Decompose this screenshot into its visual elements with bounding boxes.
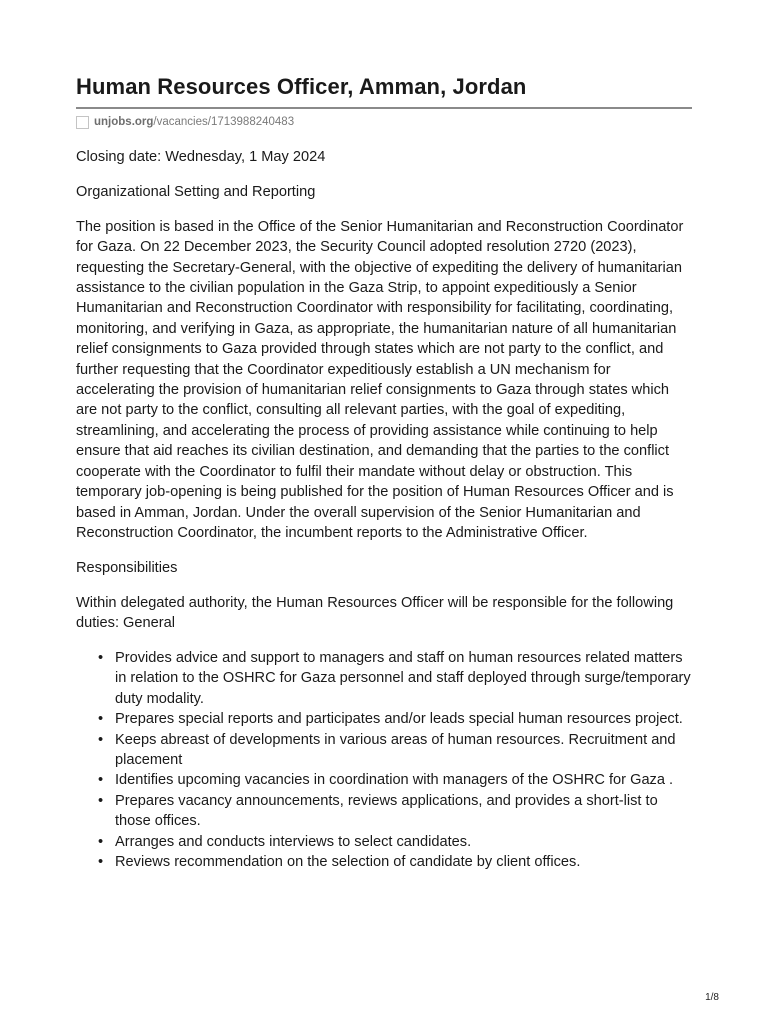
document-page: [76, 72, 692, 873]
list-item-text: Provides advice and support to managers and staff on human resources related matters in relation to the OSHRC for Gaza personnel and staff deployed through surge/temporary duty modality.: [115, 650, 691, 707]
favicon-icon: [76, 116, 89, 129]
list-item-text: Prepares vacancy announcements, reviews applications, and provides a short-list to those offices.: [115, 792, 658, 830]
bullet-icon: •: [98, 854, 104, 871]
bullet-icon: •: [98, 833, 104, 850]
list-item: [76, 791, 692, 832]
source-path[interactable]: /vacancies/1713988240483: [153, 116, 295, 128]
responsibilities-intro: Within delegated authority, the Human Resources Officer will be responsible for the following duties: General: [76, 594, 674, 632]
list-item: [76, 709, 692, 729]
list-item-text: Identifies upcoming vacancies in coordination with managers of the OSHRC for Gaza .: [115, 772, 674, 789]
bullet-icon: •: [98, 792, 104, 809]
page-title: Human Resources Officer, Amman, Jordan: [76, 74, 527, 99]
page-number: 1/8: [705, 992, 719, 1003]
section-heading-org: Organizational Setting and Reporting: [76, 183, 316, 200]
list-item-text: Prepares special reports and participates and/or leads special human resources project.: [115, 711, 683, 728]
bullet-icon: •: [98, 650, 104, 667]
section-heading-responsibilities: Responsibilities: [76, 559, 178, 576]
bullet-icon: •: [98, 772, 104, 789]
list-item-text: Arranges and conducts interviews to select candidates.: [115, 833, 472, 850]
source-domain[interactable]: unjobs.org: [94, 116, 154, 128]
list-item: [76, 648, 692, 709]
org-paragraph: The position is based in the Office of the Senior Humanitarian and Reconstruction Coordinator for Gaza. On 22 December 2023, the Security Council adopted resolution 2720 (2023), requesting the Secretary-General, with the objective of expediting the delivery of humanitarian assistance to the civilian population in the Gaza Strip, to appoint expeditiously a Senior Humanitarian and Reconstruction Coordinator with responsibility for facilitating, coordinating, monitoring, and verifying in Gaza, as appropriate, the humanitarian nature of all humanitarian relief consignments to Gaza provided through states which are not party to the conflict, and further requesting that the Coordinator expeditiously establish a UN mechanism for accelerating the provision of humanitarian relief consignments to Gaza through states which are not party to the conflict, consulting all relevant parties, with the goal of expediting, streamlining, and accelerating the process of providing assistance while continuing to help ensure that aid reaches its civilian destination, and demanding that the parties to the conflict cooperate with the Coordinator to fulfil their mandate without delay or obstruction. This temporary job-opening is being published for the position of Human Resources Officer and is based in Amman, Jordan. Under the overall supervision of the Senior Humanitarian and Reconstruction Coordinator, the incumbent reports to the Administrative Officer.: [76, 218, 684, 541]
list-item: [76, 832, 692, 852]
list-item: [76, 770, 692, 790]
bullet-icon: •: [98, 711, 104, 728]
list-item-text: Reviews recommendation on the selection of candidate by client offices.: [115, 854, 581, 871]
list-item-text: Keeps abreast of developments in various areas of human resources. Recruitment and placement: [115, 731, 676, 769]
closing-date: Closing date: Wednesday, 1 May 2024: [76, 149, 326, 165]
title-divider: [76, 107, 692, 109]
bullet-icon: •: [98, 731, 104, 748]
duties-list: [76, 648, 692, 872]
list-item: [76, 730, 692, 771]
document-body: [76, 147, 692, 873]
list-item: [76, 852, 692, 872]
source-link[interactable]: [76, 114, 692, 130]
